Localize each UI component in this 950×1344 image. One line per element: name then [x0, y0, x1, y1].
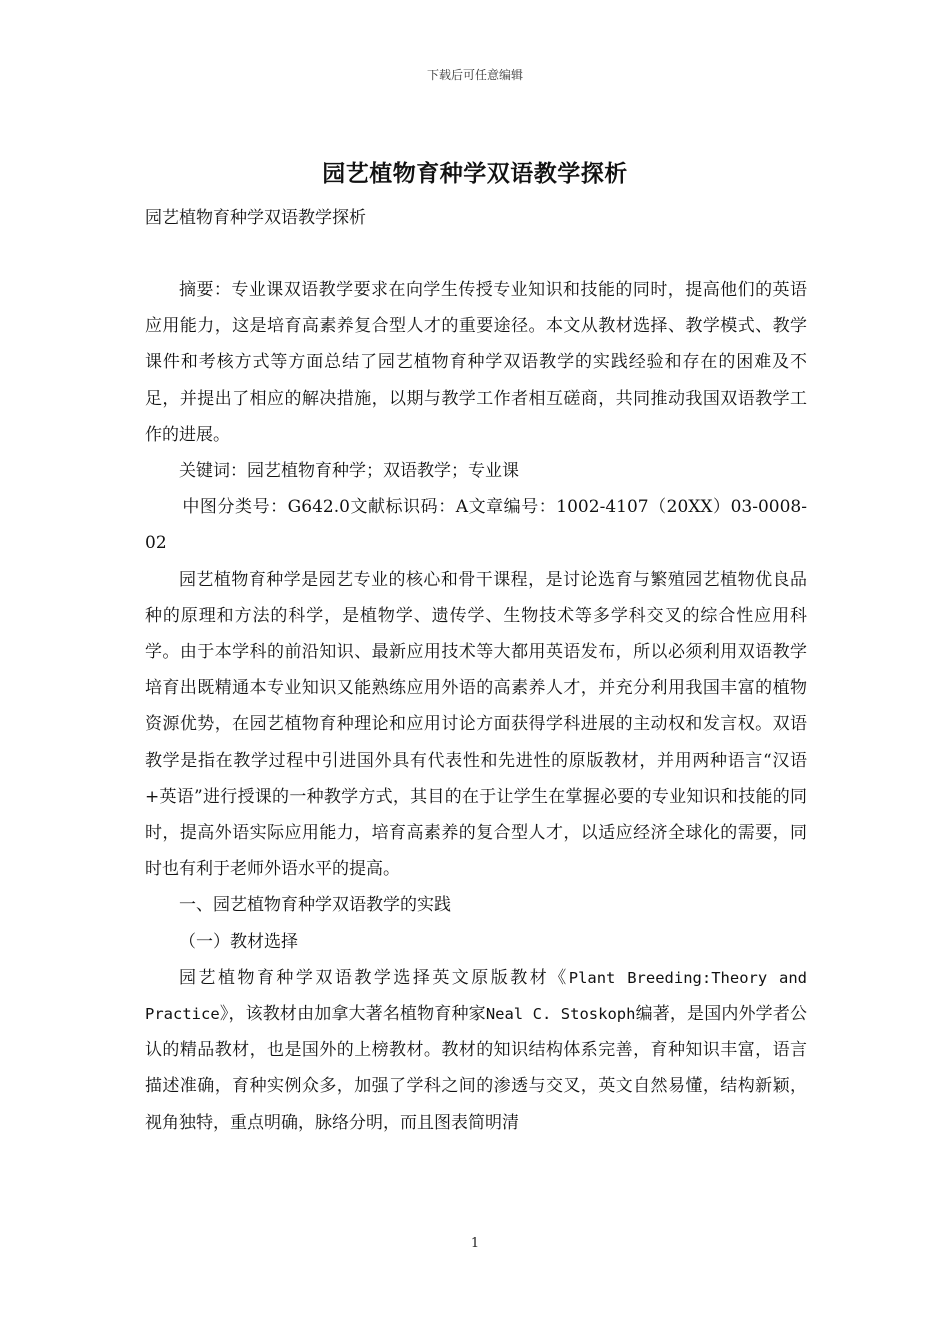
document-subtitle: 园艺植物育种学双语教学探析 [145, 208, 366, 228]
textbook-paragraph [145, 960, 807, 1141]
document-body [145, 272, 807, 1141]
subsection-heading: （一）教材选择 [179, 931, 298, 952]
section-heading: 一、园艺植物育种学双语教学的实践 [179, 895, 451, 916]
textbook-text-c: 编著，是国内外学者公认的精品教材，也是国外的上榜教材。教材的知识结构体系完善，育种知识丰富，语言描述准确，育种实例众多，加强了学科之间的渗透与交叉，英文自然易懂，结构新颖，视角独特，重点明确，脉络分明，而且图表简明清 [145, 1004, 807, 1133]
page-number: 1 [470, 1236, 480, 1251]
textbook-text-b: 》，该教材由加拿大著名植物育种家 [219, 1004, 486, 1025]
author-name: Neal C. Stoskoph [485, 1005, 636, 1024]
classification-line: 中图分类号：G642.0文献标识码：A文章编号：1002-4107（20XX）03-0008-02 [145, 497, 807, 554]
intro-paragraph: 园艺植物育种学是园艺专业的核心和骨干课程，是讨论选育与繁殖园艺植物优良品种的原理和方法的科学，是植物学、遗传学、生物技术等多学科交叉的综合性应用科学。由于本学科的前沿知识、最新应用技术等大都用英语发布，所以必须利用双语教学培育出既精通本专业知识又能熟练应用外语的高素养人才，并充分利用我国丰富的植物资源优势，在园艺植物育种理论和应用讨论方面获得学科进展的主动权和发言权。双语教学是指在教学过程中引进国外具有代表性和先进性的原版教材，并用两种语言“汉语+英语”进行授课的一种教学方式，其目的在于让学生在掌握必要的专业知识和技能的同时，提高外语实际应用能力，培育高素养的复合型人才，以适应经济全球化的需要，同时也有利于老师外语水平的提高。 [145, 569, 807, 880]
keywords-line: 关键词：园艺植物育种学；双语教学；专业课 [179, 461, 519, 482]
page-header: 下载后可任意编辑 [426, 68, 523, 82]
book-title: Plant Breeding:Theory and Practice [145, 968, 808, 1024]
textbook-text-a: 园艺植物育种学双语教学选择英文原版教材《 [179, 967, 569, 988]
abstract-paragraph: 摘要：专业课双语教学要求在向学生传授专业知识和技能的同时，提高他们的英语应用能力，这是培育高素养复合型人才的重要途径。本文从教材选择、教学模式、教学课件和考核方式等方面总结了园艺植物育种学双语教学的实践经验和存在的困难及不足，并提出了相应的解决措施，以期与教学工作者相互磋商，共同推动我国双语教学工作的进展。 [145, 280, 807, 445]
document-title: 园艺植物育种学双语教学探析 [322, 160, 628, 187]
